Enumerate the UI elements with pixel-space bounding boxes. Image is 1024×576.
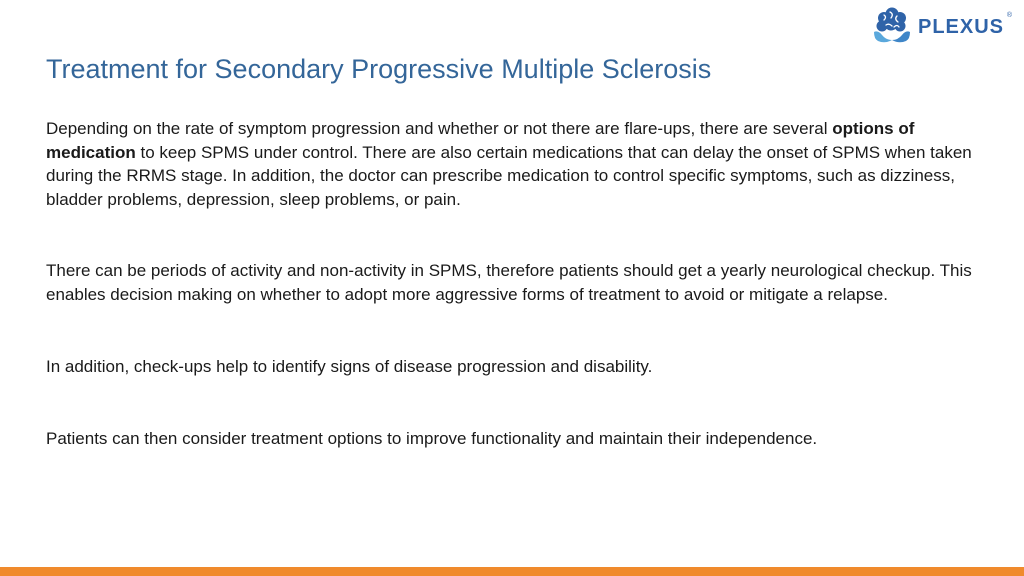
- paragraph-treatment-options: Patients can then consider treatment options to improve functionality and maintain their independence.: [46, 429, 818, 448]
- footer-accent-bar: [0, 567, 1024, 576]
- plexus-logo: [870, 4, 1020, 50]
- paragraph-1-lead: Depending on the rate of symptom progression and whether or not there are flare-ups, there are several: [46, 119, 833, 138]
- logo-wordmark: [918, 11, 1014, 39]
- paragraph-yearly-checkup: There can be periods of activity and non-activity in SPMS, therefore patients should get a yearly neurological checkup. This enables decision making on whether to adopt more aggressive forms of treatment to avoid or mitigate a relapse.: [46, 261, 972, 304]
- registered-mark: ®: [1006, 11, 1014, 19]
- paragraph-medication-options: [46, 117, 976, 211]
- paragraph-1-bold-phrase: options of medication: [46, 119, 915, 162]
- paragraph-checkups-help: In addition, check-ups help to identify signs of disease progression and disability.: [46, 357, 653, 376]
- brain-hands-logo-icon: [870, 5, 914, 49]
- paragraph-1-rest: to keep SPMS under control. There are also certain medications that can delay the onset of SPMS when taken during the RRMS stage. In addition, the doctor can prescribe medication to control specific symptoms, such as dizziness, bladder problems, depression, sleep problems, or pain.: [46, 142, 972, 209]
- logo-text: PLEXUS: [918, 15, 1005, 38]
- slide-title: Treatment for Secondary Progressive Multiple Sclerosis: [46, 54, 712, 84]
